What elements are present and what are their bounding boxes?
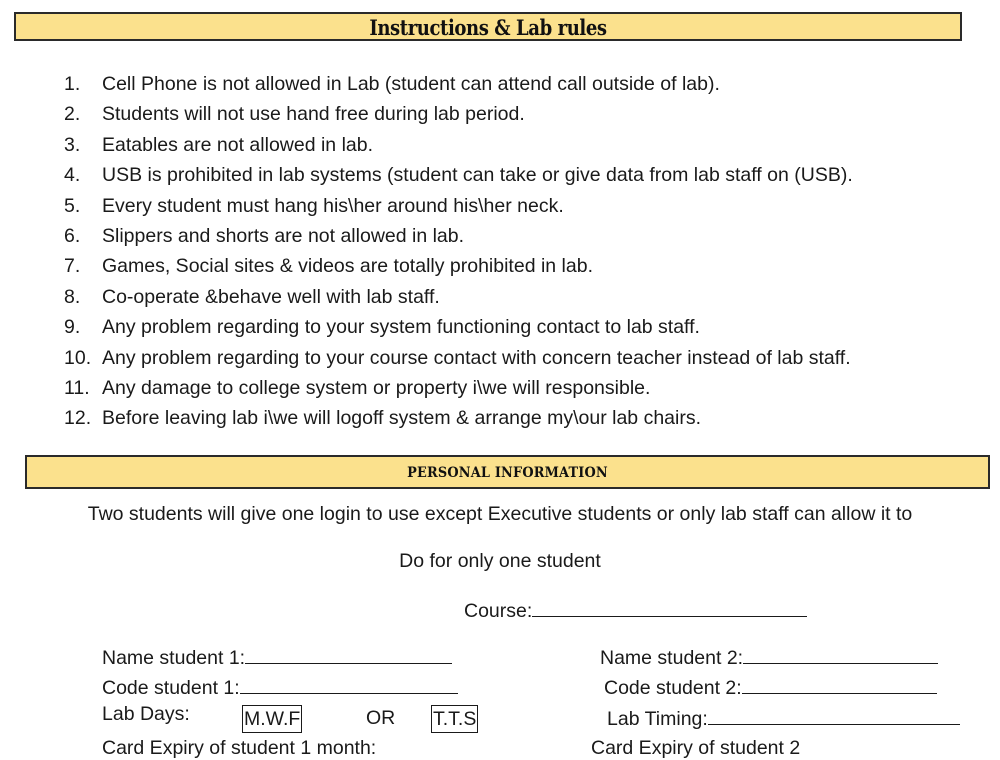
code-student2-label: Code student 2: bbox=[604, 677, 742, 699]
rule-number: 2. bbox=[64, 103, 81, 126]
name-student1-label: Name student 1: bbox=[102, 647, 246, 669]
rule-number: 8. bbox=[64, 285, 81, 308]
login-note-line1: Two students will give one login to use except Executive students or only lab staff can allow it to bbox=[87, 503, 913, 525]
rule-number: 4. bbox=[64, 164, 81, 187]
course-field bbox=[464, 598, 807, 623]
rule-text: Games, Social sites & videos are totally prohibited in lab. bbox=[102, 255, 593, 278]
rule-number: 3. bbox=[64, 133, 81, 156]
rule-text: Co-operate &behave well with lab staff. bbox=[102, 285, 440, 308]
instructions-header-banner bbox=[14, 12, 962, 41]
expiry-student1-field bbox=[102, 737, 376, 760]
rule-text: Every student must hang his\her around his\her neck. bbox=[102, 194, 564, 217]
lab-timing-label: Lab Timing: bbox=[607, 708, 708, 730]
rule-number: 10. bbox=[64, 346, 92, 369]
expiry-student1-label: Card Expiry of student 1 month: bbox=[102, 737, 377, 759]
lab-days-mwf-box[interactable]: M.W.F bbox=[242, 705, 302, 733]
name-student2-blank[interactable] bbox=[743, 645, 938, 664]
course-blank[interactable] bbox=[532, 598, 807, 617]
code-student1-label: Code student 1: bbox=[102, 677, 240, 699]
expiry-student2-field bbox=[591, 737, 800, 760]
name-student2-label: Name student 2: bbox=[600, 647, 744, 669]
course-label: Course: bbox=[464, 600, 533, 622]
lab-days-label: Lab Days: bbox=[102, 703, 190, 725]
rule-text: USB is prohibited in lab systems (student can take or give data from lab staff on (USB). bbox=[102, 164, 853, 187]
personal-info-banner bbox=[25, 455, 990, 489]
rule-text: Any damage to college system or property i\we will responsible. bbox=[102, 377, 651, 399]
personal-info-title: PERSONAL INFORMATION bbox=[407, 465, 608, 481]
rule-text: Eatables are not allowed in lab. bbox=[102, 133, 374, 156]
rule-number: 9. bbox=[64, 316, 81, 339]
lab-days-tts-box[interactable]: T.T.S bbox=[431, 705, 478, 733]
lab-timing-field bbox=[607, 706, 960, 731]
instructions-title: Instructions & Lab rules bbox=[369, 15, 607, 40]
lab-days-field bbox=[102, 703, 477, 730]
login-note-line2: Do for only one student bbox=[399, 550, 601, 572]
rule-text: Slippers and shorts are not allowed in lab. bbox=[102, 225, 465, 247]
rule-number: 5. bbox=[64, 194, 81, 217]
rule-number: 11. bbox=[64, 377, 90, 399]
code-student2-field bbox=[604, 675, 937, 700]
code-student1-blank[interactable] bbox=[240, 675, 458, 694]
name-student2-field bbox=[600, 645, 938, 670]
code-student1-field bbox=[102, 675, 458, 700]
rule-number: 6. bbox=[64, 225, 81, 247]
lab-days-or: OR bbox=[366, 707, 396, 729]
name-student1-field bbox=[102, 645, 452, 670]
expiry-student2-label: Card Expiry of student 2 bbox=[591, 737, 801, 759]
rule-text: Any problem regarding to your system functioning contact to lab staff. bbox=[102, 316, 700, 339]
rule-text: Cell Phone is not allowed in Lab (student can attend call outside of lab). bbox=[102, 73, 720, 95]
rule-text: Any problem regarding to your course contact with concern teacher instead of lab staff. bbox=[102, 346, 851, 369]
rule-text: Before leaving lab i\we will logoff system & arrange my\our lab chairs. bbox=[102, 407, 701, 430]
lab-timing-blank[interactable] bbox=[708, 706, 960, 725]
rule-number: 1. bbox=[64, 73, 81, 95]
code-student2-blank[interactable] bbox=[742, 675, 937, 694]
rule-number: 12. bbox=[64, 407, 92, 430]
rule-number: 7. bbox=[64, 255, 81, 278]
name-student1-blank[interactable] bbox=[245, 645, 452, 664]
rule-text: Students will not use hand free during lab period. bbox=[102, 103, 525, 126]
